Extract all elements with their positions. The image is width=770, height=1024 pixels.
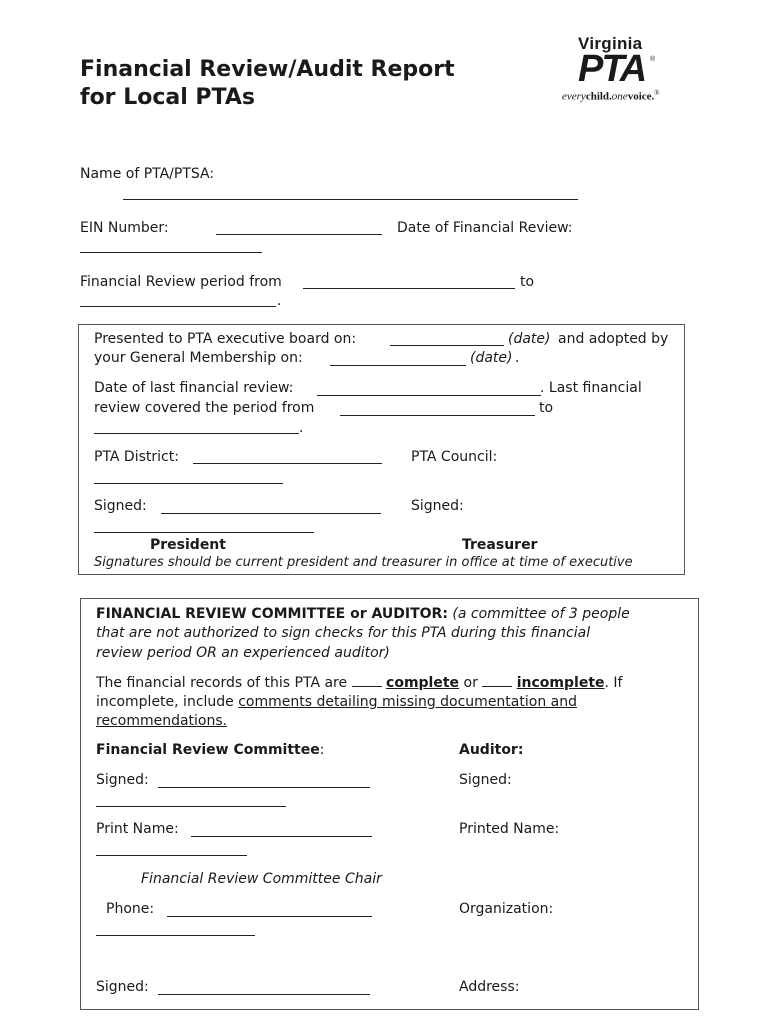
logo-pta-mark: PTA: [578, 48, 646, 90]
comments-detail-text: comments detailing missing documentation and: [238, 694, 577, 710]
complete-option: complete: [386, 675, 460, 691]
committee-note-line3: review period OR an experienced auditor): [96, 645, 390, 661]
organization-field[interactable]: [96, 935, 255, 936]
board-approval-box: [78, 324, 685, 575]
committee-signature-field[interactable]: [158, 787, 370, 788]
phone-field[interactable]: [167, 916, 372, 917]
period-to-label: to: [520, 274, 535, 290]
printed-name-label: Printed Name:: [459, 821, 560, 837]
covered-from-field[interactable]: [340, 415, 535, 416]
committee-signature-field-2[interactable]: [158, 994, 370, 995]
membership-date-field[interactable]: [330, 365, 466, 366]
membership-date-hint: (date): [470, 350, 513, 366]
covered-period-label: review covered the period from: [94, 400, 315, 416]
incomplete-option: incomplete: [516, 675, 605, 691]
records-status-line: The financial records of this PTA are complete or incomplete. If: [96, 675, 623, 691]
period-end-dot: .: [277, 293, 282, 309]
organization-label: Organization:: [459, 901, 554, 917]
committee-signed-label-2: Signed:: [96, 979, 149, 995]
covered-end-dot: .: [299, 420, 304, 436]
print-name-label: Print Name:: [96, 821, 179, 837]
printed-name-field[interactable]: [96, 855, 247, 856]
pta-name-field[interactable]: [123, 199, 578, 200]
committee-heading: FINANCIAL REVIEW COMMITTEE or AUDITOR: (a committee of 3 people: [96, 606, 630, 622]
committee-subheading: Financial Review Committee:: [96, 742, 325, 758]
last-review-label: Date of last financial review:: [94, 380, 294, 396]
adopted-by-text: and adopted by: [558, 331, 669, 347]
last-financial-text: . Last financial: [540, 380, 642, 396]
treasurer-signed-label: Signed:: [411, 498, 464, 514]
council-label: PTA Council:: [411, 449, 498, 465]
incomplete-checkbox-blank[interactable]: [482, 686, 512, 687]
logo-registered-mark: ®: [650, 56, 656, 63]
last-review-field[interactable]: [317, 395, 541, 396]
recommendations-text: recommendations.: [96, 713, 228, 729]
phone-label: Phone:: [106, 901, 155, 917]
records-instruction-line: incomplete, include comments detailing missing documentation and: [96, 694, 577, 710]
district-field[interactable]: [193, 463, 382, 464]
auditor-signed-label: Signed:: [459, 772, 512, 788]
president-signature-field[interactable]: [161, 513, 381, 514]
covered-to-label: to: [539, 400, 554, 416]
page-title: Financial Review/Audit Report: [80, 57, 455, 82]
ein-label: EIN Number:: [80, 220, 169, 236]
logo-tagline: everychild.onevoice.®: [562, 89, 660, 103]
committee-note-line2: that are not authorized to sign checks for this PTA during this financial: [96, 625, 591, 641]
virginia-pta-logo: [560, 34, 675, 104]
committee-signed-label: Signed:: [96, 772, 149, 788]
membership-date-end: .: [515, 350, 520, 366]
president-signed-label: Signed:: [94, 498, 147, 514]
print-name-field[interactable]: [191, 836, 372, 837]
address-label: Address:: [459, 979, 520, 995]
district-label: PTA District:: [94, 449, 179, 465]
presented-date-field[interactable]: [390, 345, 504, 346]
period-from-field[interactable]: [303, 288, 515, 289]
pta-name-label: Name of PTA/PTSA:: [80, 166, 215, 182]
auditor-subheading: Auditor:: [459, 742, 524, 758]
period-label: Financial Review period from: [80, 274, 282, 290]
treasurer-signature-field[interactable]: [94, 532, 314, 533]
president-caption: President: [150, 537, 226, 553]
logo-state-text: Virginia: [578, 34, 643, 53]
page-subtitle: for Local PTAs: [80, 85, 255, 110]
chair-caption: Financial Review Committee Chair: [141, 871, 382, 887]
council-field[interactable]: [94, 483, 283, 484]
ein-field[interactable]: [216, 234, 382, 235]
treasurer-caption: Treasurer: [462, 537, 538, 553]
review-committee-box: [80, 598, 699, 1010]
auditor-signature-field[interactable]: [96, 806, 286, 807]
membership-label: your General Membership on:: [94, 350, 303, 366]
signatures-note: Signatures should be current president and treasurer in office at time of executive: [94, 555, 633, 570]
date-review-label: Date of Financial Review:: [397, 220, 573, 236]
presented-date-hint: (date): [508, 331, 551, 347]
date-review-field[interactable]: [80, 252, 262, 253]
presented-label: Presented to PTA executive board on:: [94, 331, 357, 347]
complete-checkbox-blank[interactable]: [352, 686, 382, 687]
covered-to-field[interactable]: [94, 433, 299, 434]
period-to-field[interactable]: [80, 306, 276, 307]
